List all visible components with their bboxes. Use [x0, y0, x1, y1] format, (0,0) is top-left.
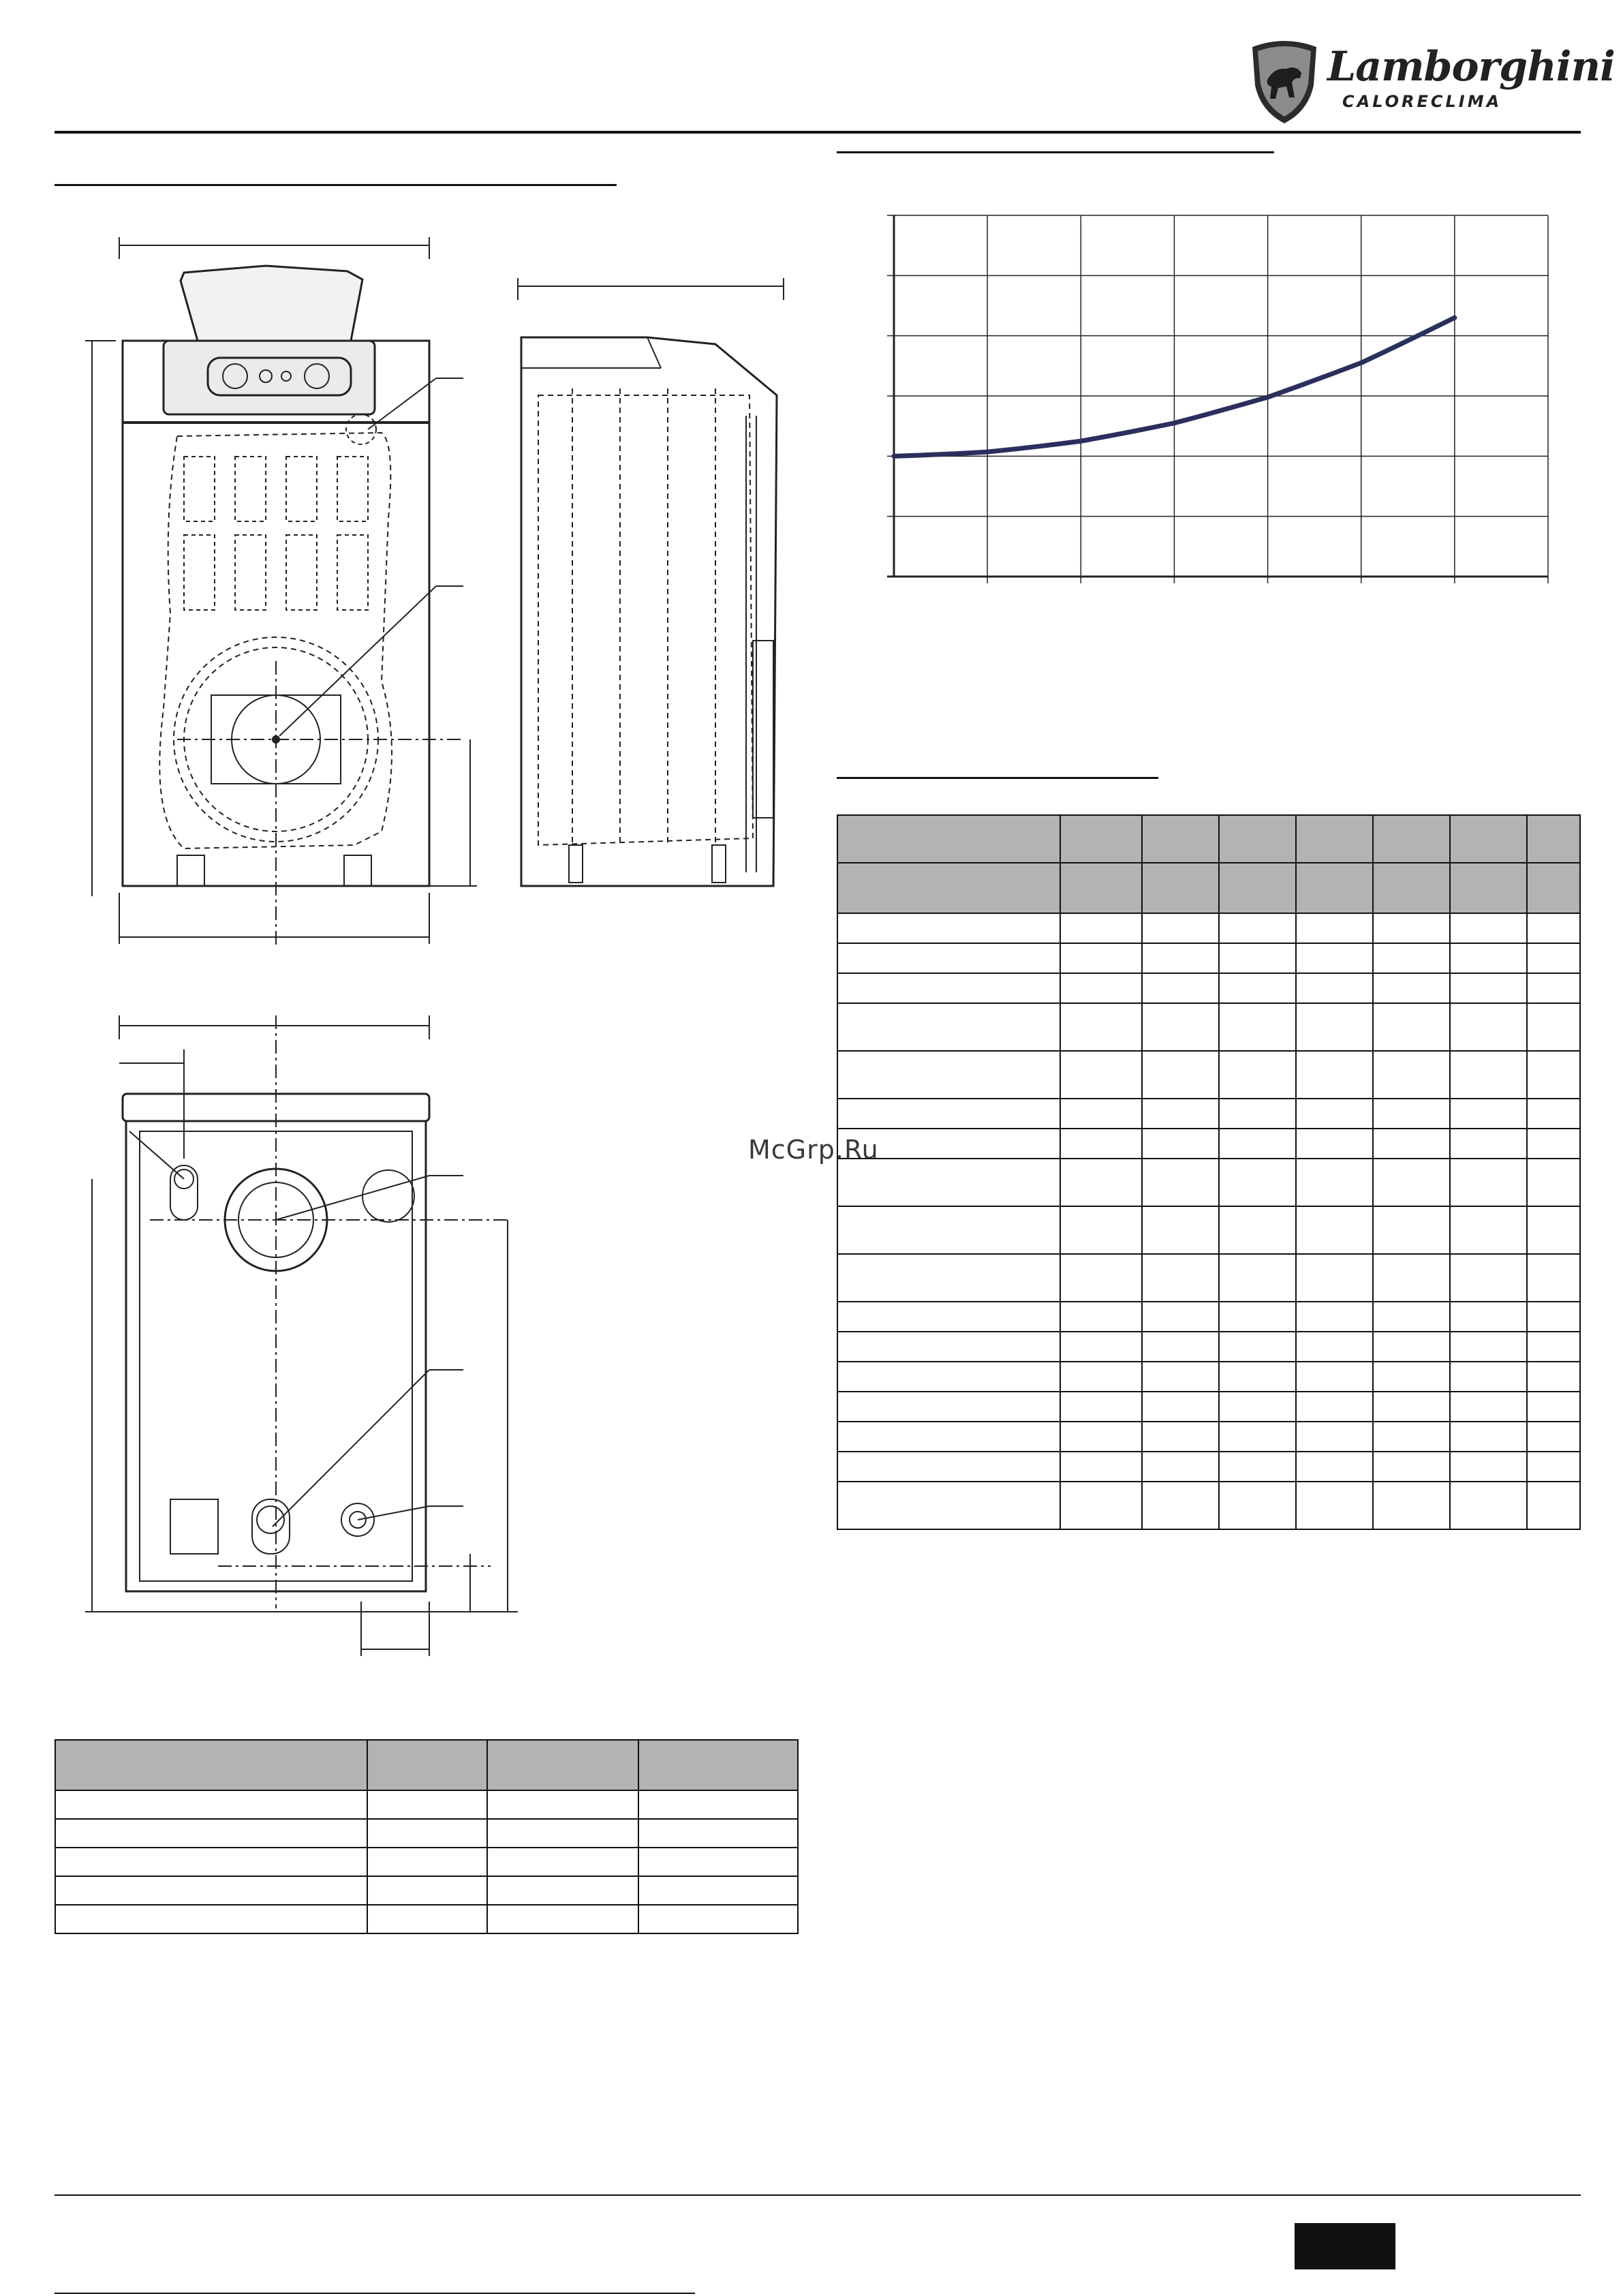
table-cell: [1060, 1206, 1142, 1254]
table-cell: [1450, 1332, 1527, 1362]
table-cell: [1060, 1099, 1142, 1129]
table-cell: [1142, 1482, 1219, 1529]
table-cell: [1373, 1099, 1450, 1129]
table-cell: [1373, 1051, 1450, 1099]
table-cell: [837, 1254, 1060, 1302]
brand-logo: [1247, 37, 1615, 126]
brand-name: Lamborghini: [1327, 43, 1615, 91]
chart-grid: [887, 215, 1548, 583]
table-cell: [1296, 1482, 1373, 1529]
table-row: [837, 1051, 1580, 1099]
table-row: [55, 1740, 798, 1790]
table-cell: [55, 1790, 367, 1819]
table-cell: [1450, 1159, 1527, 1206]
table-cell: [1219, 1422, 1296, 1452]
table-cell: [837, 863, 1060, 913]
table-cell: [1142, 815, 1219, 863]
table-cell: [1219, 1482, 1296, 1529]
table-cell: [487, 1790, 638, 1819]
table-cell: [1373, 1159, 1450, 1206]
table-cell: [1527, 1392, 1580, 1422]
table-cell: [1296, 1452, 1373, 1482]
table-row: [837, 913, 1580, 943]
table-cell: [1450, 1129, 1527, 1159]
table-cell: [837, 1482, 1060, 1529]
table-cell: [1142, 1422, 1219, 1452]
table-row: [837, 1099, 1580, 1129]
table-cell: [1142, 1302, 1219, 1332]
table-cell: [1450, 1422, 1527, 1452]
table-row: [55, 1790, 798, 1819]
table-cell: [837, 913, 1060, 943]
table-cell: [1219, 1003, 1296, 1051]
table-cell: [1527, 1099, 1580, 1129]
table-row: [55, 1905, 798, 1933]
table-cell: [1296, 1302, 1373, 1332]
table-cell: [1219, 1254, 1296, 1302]
table-cell: [837, 815, 1060, 863]
table-cell: [1296, 815, 1373, 863]
table-cell: [1450, 1051, 1527, 1099]
section-rule-left: [55, 184, 617, 186]
table-cell: [1219, 1452, 1296, 1482]
table-cell: [1450, 1452, 1527, 1482]
table-row: [837, 1254, 1580, 1302]
table-cell: [1373, 943, 1450, 973]
table-row: [837, 1332, 1580, 1362]
table-cell: [1450, 943, 1527, 973]
table-cell: [1060, 1332, 1142, 1362]
table-row: [55, 1848, 798, 1876]
table-cell: [837, 1392, 1060, 1422]
table-cell: [638, 1740, 798, 1790]
table-cell: [837, 973, 1060, 1003]
table-cell: [1296, 1392, 1373, 1422]
table-cell: [1142, 1254, 1219, 1302]
table-cell: [1296, 943, 1373, 973]
table-cell: [1219, 815, 1296, 863]
footer-rule: [55, 2194, 1581, 2196]
table-row: [55, 1876, 798, 1905]
table-cell: [1527, 1482, 1580, 1529]
table-cell: [837, 1302, 1060, 1332]
boiler-side-view: [511, 273, 797, 900]
technical-data-table: [837, 814, 1581, 1530]
table-cell: [1527, 1332, 1580, 1362]
table-cell: [487, 1740, 638, 1790]
table-cell: [1060, 1482, 1142, 1529]
table-cell: [1450, 1362, 1527, 1392]
table-cell: [1219, 1302, 1296, 1332]
table-cell: [1219, 913, 1296, 943]
table-cell: [1296, 1422, 1373, 1452]
table-cell: [1373, 1422, 1450, 1452]
table-cell: [1219, 1099, 1296, 1129]
table-cell: [367, 1848, 487, 1876]
table-cell: [1373, 1332, 1450, 1362]
table-cell: [837, 1003, 1060, 1051]
table-cell: [1296, 1129, 1373, 1159]
table-cell: [1296, 1332, 1373, 1362]
table-cell: [1142, 1206, 1219, 1254]
table-cell: [1060, 1362, 1142, 1392]
table-cell: [837, 1422, 1060, 1452]
table-cell: [1296, 973, 1373, 1003]
table-row: [837, 1003, 1580, 1051]
table-cell: [1527, 1159, 1580, 1206]
table-cell: [837, 1362, 1060, 1392]
table-cell: [1219, 1332, 1296, 1362]
table-cell: [55, 1740, 367, 1790]
table-cell: [1373, 913, 1450, 943]
table-cell: [1450, 815, 1527, 863]
table-cell: [1373, 1129, 1450, 1159]
table-cell: [1527, 815, 1580, 863]
table-cell: [1219, 1206, 1296, 1254]
section-rule-chart: [837, 151, 1274, 153]
table-cell: [1219, 1362, 1296, 1392]
table-cell: [1219, 1129, 1296, 1159]
table-cell: [1060, 943, 1142, 973]
table-cell: [837, 943, 1060, 973]
table-cell: [1060, 1302, 1142, 1332]
bottom-line: [55, 2293, 695, 2294]
table-cell: [1450, 1254, 1527, 1302]
table-cell: [1060, 815, 1142, 863]
table-cell: [1527, 1254, 1580, 1302]
table-cell: [1450, 1392, 1527, 1422]
table-cell: [1219, 863, 1296, 913]
table-cell: [1527, 1452, 1580, 1482]
table-cell: [1296, 1206, 1373, 1254]
table-cell: [1219, 1159, 1296, 1206]
header-rule: [55, 131, 1581, 134]
table-cell: [1219, 943, 1296, 973]
table-row: [837, 1302, 1580, 1332]
table-row: [837, 815, 1580, 863]
boiler-front-view: [82, 232, 504, 968]
dimensions-table: [55, 1739, 799, 1934]
table-cell: [1142, 1003, 1219, 1051]
shield-logo-icon: [1247, 37, 1322, 126]
table-cell: [1373, 1482, 1450, 1529]
table-cell: [1450, 1206, 1527, 1254]
table-cell: [837, 1452, 1060, 1482]
table-cell: [837, 1051, 1060, 1099]
table-row: [837, 1392, 1580, 1422]
table-cell: [487, 1905, 638, 1933]
table-cell: [1060, 1129, 1142, 1159]
table-cell: [1296, 1362, 1373, 1392]
table-row: [837, 1159, 1580, 1206]
table-cell: [1296, 1051, 1373, 1099]
table-cell: [367, 1740, 487, 1790]
table-cell: [1527, 913, 1580, 943]
table-cell: [1450, 1099, 1527, 1129]
table-cell: [1142, 1332, 1219, 1362]
table-cell: [1142, 943, 1219, 973]
table-row: [837, 1362, 1580, 1392]
table-cell: [638, 1790, 798, 1819]
table-cell: [1450, 1003, 1527, 1051]
table-cell: [837, 1206, 1060, 1254]
table-cell: [1373, 1302, 1450, 1332]
performance-chart: [886, 204, 1574, 593]
page-number-box: [1295, 2223, 1395, 2269]
table-row: [837, 1206, 1580, 1254]
table-cell: [1219, 973, 1296, 1003]
table-cell: [1527, 1362, 1580, 1392]
table-cell: [1296, 1159, 1373, 1206]
table-cell: [1060, 1452, 1142, 1482]
table-cell: [1527, 973, 1580, 1003]
table-cell: [837, 1159, 1060, 1206]
table-cell: [1527, 863, 1580, 913]
table-cell: [638, 1905, 798, 1933]
table-cell: [837, 1099, 1060, 1129]
table-cell: [55, 1905, 367, 1933]
table-cell: [1450, 913, 1527, 943]
table-cell: [1527, 1302, 1580, 1332]
table-cell: [837, 1129, 1060, 1159]
table-cell: [1296, 1254, 1373, 1302]
table-cell: [1142, 1159, 1219, 1206]
table-cell: [1296, 1003, 1373, 1051]
table-cell: [55, 1819, 367, 1848]
table-cell: [837, 1332, 1060, 1362]
table-cell: [1060, 1392, 1142, 1422]
table-cell: [1060, 913, 1142, 943]
table-cell: [1060, 1159, 1142, 1206]
table-cell: [1527, 1206, 1580, 1254]
table-cell: [1060, 1422, 1142, 1452]
table-cell: [1527, 1051, 1580, 1099]
table-cell: [1527, 1422, 1580, 1452]
watermark: McGrp.Ru: [748, 1135, 879, 1165]
table-cell: [1142, 1392, 1219, 1422]
table-cell: [1219, 1051, 1296, 1099]
table-cell: [367, 1790, 487, 1819]
table-cell: [367, 1905, 487, 1933]
table-cell: [1450, 1482, 1527, 1529]
table-cell: [1142, 1452, 1219, 1482]
table-cell: [1219, 1392, 1296, 1422]
table-cell: [1060, 863, 1142, 913]
table-cell: [1373, 1206, 1450, 1254]
section-rule-table: [837, 777, 1158, 779]
table-cell: [487, 1848, 638, 1876]
table-cell: [487, 1876, 638, 1905]
table-cell: [1527, 943, 1580, 973]
brand-subtitle: CALORECLIMA: [1342, 92, 1502, 111]
table-cell: [1373, 815, 1450, 863]
table-cell: [1060, 1254, 1142, 1302]
table-cell: [487, 1819, 638, 1848]
table-cell: [55, 1848, 367, 1876]
table-cell: [638, 1819, 798, 1848]
table-cell: [1450, 973, 1527, 1003]
table-cell: [1060, 973, 1142, 1003]
table-cell: [1373, 1254, 1450, 1302]
table-row: [837, 863, 1580, 913]
table-cell: [1060, 1051, 1142, 1099]
table-row: [837, 1452, 1580, 1482]
table-row: [837, 943, 1580, 973]
table-cell: [1142, 913, 1219, 943]
table-cell: [1296, 1099, 1373, 1129]
table-cell: [1296, 863, 1373, 913]
table-row: [837, 1129, 1580, 1159]
table-cell: [1450, 1302, 1527, 1332]
table-cell: [1142, 973, 1219, 1003]
table-cell: [1450, 863, 1527, 913]
table-cell: [1142, 1362, 1219, 1392]
table-cell: [1373, 1362, 1450, 1392]
table-cell: [1060, 1003, 1142, 1051]
table-cell: [367, 1876, 487, 1905]
table-cell: [1142, 1051, 1219, 1099]
table-cell: [1296, 913, 1373, 943]
table-cell: [1373, 1392, 1450, 1422]
table-cell: [1527, 1003, 1580, 1051]
boiler-rear-view: [82, 1009, 531, 1663]
table-cell: [638, 1876, 798, 1905]
table-cell: [1373, 863, 1450, 913]
table-row: [837, 1422, 1580, 1452]
table-cell: [1527, 1129, 1580, 1159]
table-row: [837, 1482, 1580, 1529]
table-cell: [1142, 863, 1219, 913]
table-row: [837, 973, 1580, 1003]
table-cell: [1373, 1452, 1450, 1482]
table-cell: [1142, 1129, 1219, 1159]
table-cell: [367, 1819, 487, 1848]
table-cell: [1373, 1003, 1450, 1051]
table-cell: [1373, 973, 1450, 1003]
table-cell: [55, 1876, 367, 1905]
table-cell: [638, 1848, 798, 1876]
table-row: [55, 1819, 798, 1848]
table-cell: [1142, 1099, 1219, 1129]
